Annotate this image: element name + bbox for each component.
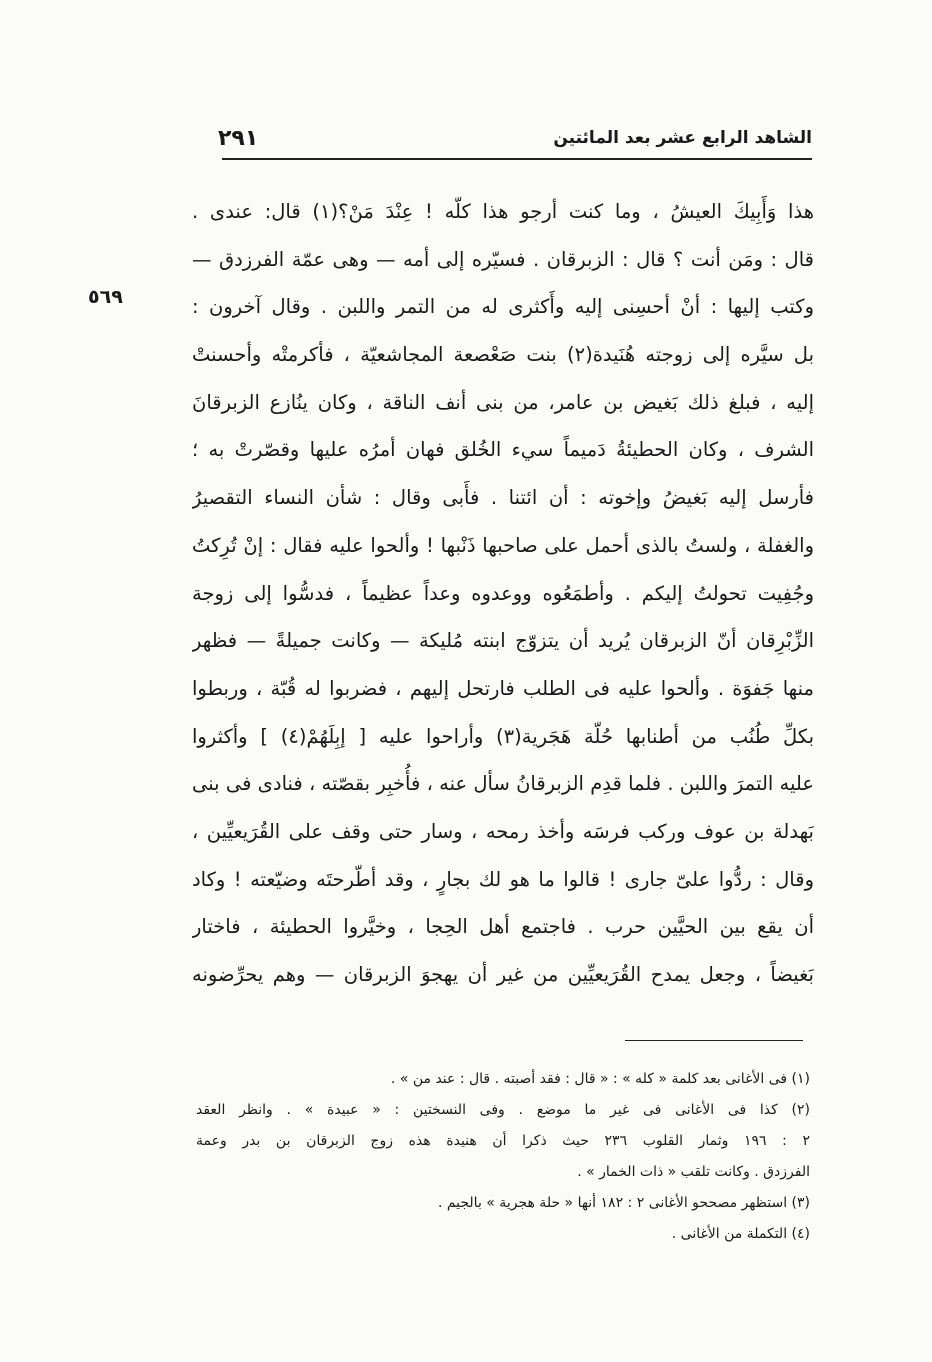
footnote-line: الفرزدق . وكانت تلقب « ذات الخمار » . [577,1164,810,1180]
text-line: الزِّبْرِقان أنّ الزبرقان يُريد أن يتزوّج ابنته مُليكة — وكانت جميلةً — فظهر [192,629,814,653]
text-line: أن يقع بين الحيَّين حرب . فاجتمع أهل الحِجا ، وخيَّروا الحطيئة ، فاختار [192,915,814,939]
footnote-line: ٢ : ١٩٦ وثمار القلوب ٢٣٦ حيث ذكرا أن هنيدة هذه زوج الزبرقان بن بدر وعمة [196,1133,810,1149]
text-line: فأرسل إليه بَغيضُ وإخوته : أن ائتنا . فأَبى وقال : شأن النساء التقصيرُ [192,486,814,510]
text-line: هذا وَأَبِيكَ العيشُ ، وما كنت أرجو هذا كلّه ! عِنْدَ مَنْ؟(١) قال: عندى . [192,200,814,223]
footnote-line: (٣) استظهر مصححو الأغانى ٢ : ١٨٢ أنها « حلة هجرية » بالجيم . [437,1195,810,1211]
header-rule [222,158,812,160]
text-line: عليه التمرَ واللبن . فلما قدِم الزبرقانُ سأل عنه ، فأُخبِر بقصّته ، فنادى فى بنى [192,772,814,796]
text-line: بكلِّ طُنُب من أطنابها حُلّة هَجَرية(٣) وأراحوا عليه [ إبِلَهُمْ(٤) ] وأكثروا [192,724,814,748]
text-line: قال : ومَن أنت ؟ قال : الزبرقان . فسيّره إلى أمه — وهى عمّة الفرزدق — [192,247,814,271]
text-line: الشرف ، وكان الحطيئةُ دَميماً سيء الخُلق فهان أمرُه عليها وقصّرتْ به ؛ [192,438,814,462]
page-header [196,128,812,162]
footnote-line: (٤) التكملة من الأغانى . [671,1226,810,1242]
main-text [192,188,814,999]
text-line: والغفلة ، ولستُ بالذى أحمل على صاحبها ذَنْبها ! وألحوا عليه فقال : إنْ تُرِكتُ [192,533,814,557]
text-line: بل سيَّره إلى زوجته هُنَيدة(٢) بنت صَعْصعة المجاشعيّة ، فأكرمتْه وأحسنتْ [192,343,814,367]
page-number: ٢٩١ [218,126,259,151]
footnote-separator [625,1040,803,1041]
text-line: وكتب إليها : أنْ أحسِنى إليه وأَكثرى له من التمر واللبن . وقال آخرون : [192,295,814,319]
running-title: الشاهد الرابع عشر بعد المائتين [553,128,812,148]
text-line: بَهدلة بن عوف وركب فرسَه وأخذ رمحه ، وسار حتى وقف على القُرَيعيِّين ، [192,819,814,843]
margin-reference-number: ٥٦٩ [88,286,123,308]
footnote-line: (٢) كذا فى الأغانى فى غير ما موضع . وفى النسختين : « عبيدة » . وانظر العقد [196,1102,810,1118]
text-line: وقال : ردُّوا علىّ جارى ! قالوا ما هو لك بجارٍ ، وقد أطّرحتَه وضيّعته ! وكاد [192,867,814,891]
text-line: وجُفِيت تحولتُ إليكم . وأطمَعُوه ووعدوه وعداً عظيماً ، فدسُّوا إلى زوجة [192,581,814,605]
footnotes [196,1064,810,1250]
footnote-line: (١) فى الأغانى بعد كلمة « كله » : « قال : فقد أصبته . قال : عند من » . [390,1071,810,1087]
text-line: منها جَفوَة . وألحوا عليه فى الطلب فارتحل إليهم ، فضربوا له قُبّة ، وربطوا [192,676,814,700]
text-line: إليه ، فبلغ ذلك بَغيض بن عامر، من بنى أنف الناقة ، وكان ينُازع الزبرقانَ [192,390,814,414]
text-line: بَغيضاً ، وجعل يمدح القُرَيعيِّين من غير أن يهجوَ الزبرقان — وهم يحرِّضونه [192,963,814,986]
